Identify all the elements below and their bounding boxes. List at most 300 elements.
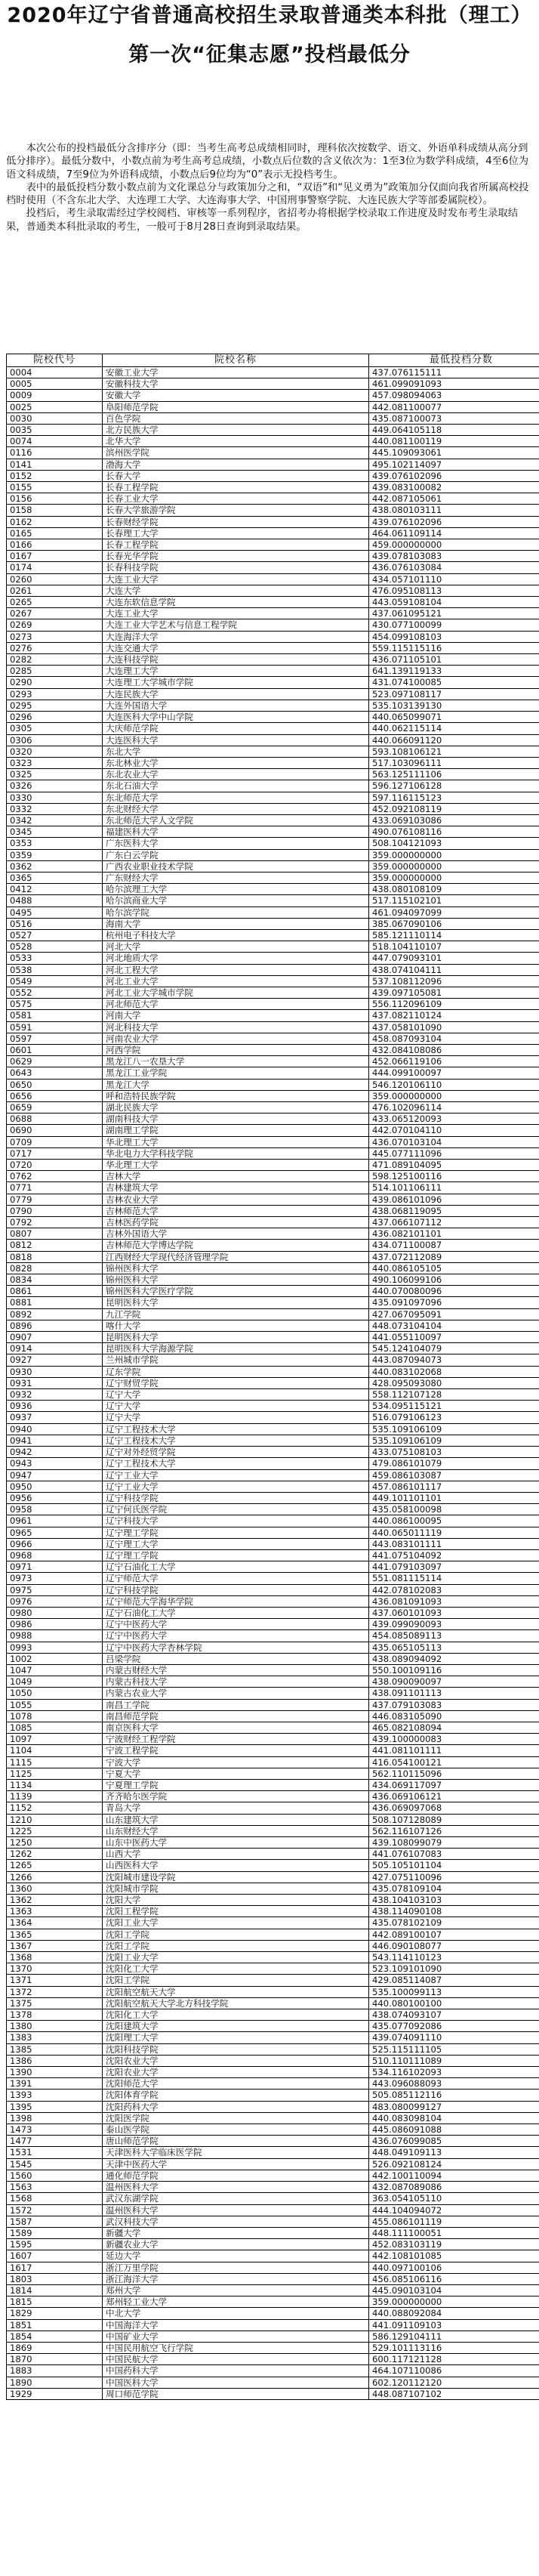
table-row	[7, 1664, 539, 1676]
table-row	[7, 2032, 539, 2043]
table-row	[7, 2182, 539, 2193]
min-score-cell: 464.107110086	[369, 2365, 539, 2377]
school-code-cell: 1587	[7, 2216, 103, 2227]
table-row	[7, 447, 539, 459]
school-name-cell: 河北地质大学	[103, 953, 369, 964]
school-name-cell: 辽宁石油化工大学	[103, 1561, 369, 1573]
school-code-cell: 1393	[7, 2090, 103, 2101]
min-score-cell: 427.075110096	[369, 1871, 539, 1883]
school-name-cell: 内蒙古财经大学	[103, 1664, 369, 1676]
school-name-cell: 黑龙江八一农垦大学	[103, 1056, 369, 1067]
school-code-cell: 1890	[7, 2377, 103, 2388]
table-row	[7, 527, 539, 539]
min-score-cell: 437.061095121	[369, 608, 539, 619]
school-code-cell: 0790	[7, 1205, 103, 1216]
table-row	[7, 1952, 539, 1963]
min-score-cell: 461.099091093	[369, 378, 539, 390]
min-score-cell: 439.074091110	[369, 2032, 539, 2043]
min-score-cell: 443.083101111	[369, 1538, 539, 1549]
table-row	[7, 505, 539, 516]
min-score-cell: 431.074100085	[369, 677, 539, 688]
table-row	[7, 1584, 539, 1595]
school-name-cell: 山东建筑大学	[103, 1814, 369, 1825]
table-row	[7, 1366, 539, 1377]
school-name-cell: 辽宁工程技术大学	[103, 1458, 369, 1469]
min-score-cell: 438.089094092	[369, 1653, 539, 1664]
min-score-cell: 464.061109114	[369, 527, 539, 539]
table-row	[7, 1205, 539, 1216]
min-score-cell: 526.092108124	[369, 2158, 539, 2170]
min-score-cell: 448.087107102	[369, 2388, 539, 2399]
note-paragraph: 表中的最低投档分数小数点前为文化课总分与政策加分之和，“双语”和“见义勇为”政策加分仅面向我省所属高校投档时使用（不含东北大学、大连理工大学、大连海事大学、中国刑事警察学院、大连民族大学等部委属院校）。	[6, 181, 529, 207]
table-row	[7, 1354, 539, 1366]
table-row	[7, 608, 539, 619]
school-name-cell: 大连民族大学	[103, 688, 369, 700]
min-score-cell: 452.066119106	[369, 1056, 539, 1067]
school-name-cell: 郑州轻工业大学	[103, 2296, 369, 2308]
school-name-cell: 哈尔滨学院	[103, 907, 369, 918]
school-name-cell: 山西大学	[103, 1849, 369, 1860]
min-score-cell: 543.114110123	[369, 1952, 539, 1963]
school-name-cell: 辽东学院	[103, 1366, 369, 1377]
header-min-score: 最低投档分数	[369, 354, 539, 367]
min-score-cell: 436.081091093	[369, 1595, 539, 1607]
table-row	[7, 2112, 539, 2124]
min-score-cell: 438.074104111	[369, 964, 539, 975]
table-row	[7, 1871, 539, 1883]
school-name-cell: 沈阳农业大学	[103, 2055, 369, 2066]
school-name-cell: 广东白云学院	[103, 849, 369, 860]
school-code-cell: 0295	[7, 700, 103, 711]
min-score-cell: 437.058101090	[369, 1021, 539, 1033]
school-name-cell: 大连医科大学	[103, 734, 369, 746]
school-name-cell: 河北科技大学	[103, 1021, 369, 1033]
school-code-cell: 1560	[7, 2170, 103, 2181]
school-name-cell: 中国民航大学	[103, 2354, 369, 2365]
school-code-cell: 0936	[7, 1401, 103, 1412]
school-code-cell: 0943	[7, 1458, 103, 1469]
table-row	[7, 1986, 539, 1997]
min-score-cell: 505.085112116	[369, 2090, 539, 2101]
table-row	[7, 2101, 539, 2112]
school-name-cell: 山东财经大学	[103, 1825, 369, 1836]
school-name-cell: 长春工业大学	[103, 493, 369, 505]
table-row	[7, 2078, 539, 2090]
school-code-cell: 0260	[7, 573, 103, 585]
school-name-cell: 河北大学	[103, 941, 369, 953]
school-name-cell: 辽宁何氏医学院	[103, 1504, 369, 1515]
table-row	[7, 700, 539, 711]
table-row	[7, 1412, 539, 1423]
table-row	[7, 872, 539, 883]
min-score-cell: 471.089104095	[369, 1160, 539, 1171]
school-name-cell: 大连大学	[103, 585, 369, 596]
school-code-cell: 1398	[7, 2112, 103, 2124]
table-row	[7, 493, 539, 505]
school-name-cell: 沈阳科技学院	[103, 2043, 369, 2055]
min-score-cell: 508.104121093	[369, 838, 539, 849]
table-row	[7, 1113, 539, 1125]
table-row	[7, 2296, 539, 2308]
min-score-cell: 510.110111089	[369, 2055, 539, 2066]
table-row	[7, 1240, 539, 1251]
school-code-cell: 1265	[7, 1860, 103, 1871]
min-score-cell: 434.069117097	[369, 1779, 539, 1790]
school-code-cell: 1266	[7, 1871, 103, 1883]
min-score-cell: 441.075104092	[369, 1549, 539, 1561]
school-name-cell: 辽宁财贸学院	[103, 1377, 369, 1388]
school-code-cell: 1125	[7, 1768, 103, 1779]
school-name-cell: 沈阳城市建设学院	[103, 1871, 369, 1883]
school-name-cell: 大庆师范学院	[103, 723, 369, 734]
table-row	[7, 642, 539, 653]
school-name-cell: 青岛大学	[103, 1802, 369, 1814]
table-row	[7, 2330, 539, 2342]
school-code-cell: 1563	[7, 2182, 103, 2193]
school-name-cell: 安徽科技大学	[103, 378, 369, 390]
school-name-cell: 中国药科大学	[103, 2365, 369, 2377]
table-row	[7, 1607, 539, 1618]
min-score-cell: 363.054105110	[369, 2193, 539, 2204]
school-name-cell: 大连东软信息学院	[103, 597, 369, 608]
table-row	[7, 1194, 539, 1205]
school-name-cell: 华北理工大学	[103, 1136, 369, 1147]
table-row	[7, 401, 539, 412]
school-code-cell: 0988	[7, 1630, 103, 1642]
school-name-cell: 吉林医药学院	[103, 1217, 369, 1228]
min-score-cell: 437.060101093	[369, 1607, 539, 1618]
table-row	[7, 516, 539, 527]
table-row	[7, 1779, 539, 1790]
school-code-cell: 0342	[7, 814, 103, 826]
table-row	[7, 1997, 539, 2009]
min-score-cell: 435.078109104	[369, 1883, 539, 1894]
min-score-cell: 430.077100099	[369, 619, 539, 631]
school-name-cell: 浙江万里学院	[103, 2262, 369, 2273]
min-score-cell: 537.108112096	[369, 975, 539, 987]
school-code-cell: 0527	[7, 929, 103, 941]
school-code-cell: 0296	[7, 712, 103, 723]
school-name-cell: 浙江海洋大学	[103, 2273, 369, 2284]
table-row	[7, 367, 539, 378]
school-code-cell: 1370	[7, 1963, 103, 1975]
school-code-cell: 1929	[7, 2388, 103, 2399]
table-row	[7, 677, 539, 688]
table-row	[7, 1860, 539, 1871]
table-row	[7, 1642, 539, 1653]
school-name-cell: 沈阳理工大学	[103, 2032, 369, 2043]
school-name-cell: 大连外国语大学	[103, 700, 369, 711]
min-score-cell: 438.074093107	[369, 2009, 539, 2021]
min-score-cell: 535.109106109	[369, 1423, 539, 1435]
min-score-cell: 433.065120093	[369, 1113, 539, 1125]
table-row	[7, 1573, 539, 1584]
table-row	[7, 1504, 539, 1515]
school-name-cell: 辽宁理工学院	[103, 1549, 369, 1561]
table-row	[7, 734, 539, 746]
min-score-cell: 440.083102068	[369, 1366, 539, 1377]
table-row	[7, 1481, 539, 1492]
school-code-cell: 0971	[7, 1561, 103, 1573]
school-name-cell: 延边大学	[103, 2250, 369, 2262]
table-row	[7, 2308, 539, 2319]
school-code-cell: 0325	[7, 769, 103, 780]
note-paragraph: 本次公布的投档最低分含排序分（即：当考生高考总成绩相同时，理科依次按数学、语文、外语单科成绩从高分到低分排序）。最低分数中，小数点前为考生高考总成绩，小数点后位数的含义依次为：1至3位为数学科成绩，4至6位为语文科成绩，7至9位为外语科成绩，小数点后9位均为“0”表示无投档考生。	[6, 143, 529, 181]
min-score-cell: 551.081115114	[369, 1573, 539, 1584]
table-row	[7, 631, 539, 642]
min-score-cell: 535.100099113	[369, 1986, 539, 1997]
header-school-code: 院校代号	[7, 354, 103, 367]
min-score-cell: 448.111100051	[369, 2227, 539, 2238]
school-name-cell: 沈阳城市学院	[103, 1883, 369, 1894]
school-name-cell: 辽宁石油化工大学	[103, 1607, 369, 1618]
table-row	[7, 1228, 539, 1240]
school-name-cell: 海南大学	[103, 918, 369, 929]
min-score-cell: 448.073104104	[369, 1320, 539, 1331]
school-code-cell: 0009	[7, 390, 103, 401]
table-row	[7, 1033, 539, 1044]
min-score-cell: 563.125111106	[369, 769, 539, 780]
school-name-cell: 天津中医药大学	[103, 2158, 369, 2170]
school-code-cell: 0907	[7, 1332, 103, 1343]
school-name-cell: 沈阳航空航天大学	[103, 1986, 369, 1997]
school-code-cell: 0927	[7, 1354, 103, 1366]
min-score-cell: 438.080108109	[369, 884, 539, 895]
table-row	[7, 2377, 539, 2388]
school-name-cell: 沈阳工学院	[103, 1929, 369, 1940]
school-name-cell: 东北师范大学	[103, 792, 369, 803]
school-code-cell: 0156	[7, 493, 103, 505]
min-score-cell: 558.112107128	[369, 1389, 539, 1401]
table-row	[7, 1423, 539, 1435]
school-name-cell: 沈阳农业大学	[103, 2067, 369, 2078]
school-name-cell: 沈阳师范大学	[103, 2078, 369, 2090]
school-name-cell: 河北工业大学	[103, 975, 369, 987]
min-score-cell: 518.104110107	[369, 941, 539, 953]
school-name-cell: 大连工业大学	[103, 573, 369, 585]
school-code-cell: 1367	[7, 1940, 103, 1951]
school-code-cell: 0931	[7, 1377, 103, 1388]
school-code-cell: 0812	[7, 1240, 103, 1251]
table-row	[7, 1895, 539, 1906]
school-name-cell: 山西医科大学	[103, 1860, 369, 1871]
min-score-cell: 443.096088093	[369, 2078, 539, 2090]
table-row	[7, 1217, 539, 1228]
table-row	[7, 1067, 539, 1079]
school-code-cell: 0930	[7, 1366, 103, 1377]
school-name-cell: 泰山医学院	[103, 2124, 369, 2136]
school-name-cell: 长春科技学院	[103, 562, 369, 573]
table-row	[7, 1630, 539, 1642]
school-code-cell: 0914	[7, 1343, 103, 1354]
table-row	[7, 2319, 539, 2330]
school-code-cell: 0973	[7, 1573, 103, 1584]
min-score-cell: 458.087093104	[369, 1033, 539, 1044]
table-row	[7, 1814, 539, 1825]
table-row	[7, 2009, 539, 2021]
min-score-cell: 436.069106121	[369, 1791, 539, 1802]
table-row	[7, 1320, 539, 1331]
school-code-cell: 0538	[7, 964, 103, 975]
school-name-cell: 昆明医科大学	[103, 1332, 369, 1343]
school-name-cell: 通化师范学院	[103, 2170, 369, 2181]
table-row	[7, 1079, 539, 1090]
school-code-cell: 0966	[7, 1538, 103, 1549]
school-code-cell: 1390	[7, 2067, 103, 2078]
table-row	[7, 1722, 539, 1733]
school-code-cell: 0273	[7, 631, 103, 642]
min-score-cell: 437.066107112	[369, 1217, 539, 1228]
school-code-cell: 1134	[7, 1779, 103, 1790]
school-name-cell: 辽宁大学	[103, 1389, 369, 1401]
school-code-cell: 1002	[7, 1653, 103, 1664]
school-name-cell: 广东财经大学	[103, 872, 369, 883]
table-row	[7, 2021, 539, 2032]
school-name-cell: 黑龙江工业学院	[103, 1067, 369, 1079]
school-code-cell: 0116	[7, 447, 103, 459]
school-code-cell: 1371	[7, 1975, 103, 1986]
school-name-cell: 吉林农业大学	[103, 1194, 369, 1205]
school-code-cell: 1364	[7, 1917, 103, 1929]
table-row	[7, 849, 539, 860]
table-row	[7, 712, 539, 723]
notes-section	[6, 142, 533, 233]
school-name-cell: 中国民用航空飞行学院	[103, 2342, 369, 2353]
min-score-cell: 445.090103104	[369, 2284, 539, 2296]
min-score-cell: 523.109101090	[369, 1963, 539, 1975]
school-code-cell: 1385	[7, 2043, 103, 2055]
min-score-cell: 436.071105101	[369, 654, 539, 666]
min-score-cell: 445.109093061	[369, 447, 539, 459]
min-score-cell: 495.102114097	[369, 459, 539, 470]
school-code-cell: 0956	[7, 1492, 103, 1503]
min-score-cell: 452.083103119	[369, 2239, 539, 2250]
min-score-cell: 441.055110097	[369, 1332, 539, 1343]
table-row	[7, 1561, 539, 1573]
school-code-cell: 0980	[7, 1607, 103, 1618]
min-score-cell: 439.100000083	[369, 1734, 539, 1745]
table-row	[7, 1619, 539, 1630]
min-score-cell: 439.108099079	[369, 1837, 539, 1849]
min-score-cell: 427.067095091	[369, 1308, 539, 1320]
min-score-cell: 440.066091120	[369, 734, 539, 746]
min-score-cell: 448.049109113	[369, 2147, 539, 2158]
min-score-cell: 545.124104079	[369, 1343, 539, 1354]
school-name-cell: 锦州医科大学	[103, 1274, 369, 1286]
school-name-cell: 中国矿业大学	[103, 2330, 369, 2342]
school-name-cell: 宁波工程学院	[103, 1745, 369, 1756]
min-score-cell: 440.065099071	[369, 712, 539, 723]
min-score-cell: 438.090090097	[369, 1676, 539, 1688]
min-score-cell: 436.082101101	[369, 1228, 539, 1240]
table-row	[7, 2204, 539, 2216]
table-row	[7, 884, 539, 895]
school-code-cell: 0941	[7, 1435, 103, 1446]
school-code-cell: 1883	[7, 2365, 103, 2377]
school-name-cell: 安徽大学	[103, 390, 369, 401]
table-row	[7, 780, 539, 792]
school-name-cell: 湖南理工学院	[103, 1125, 369, 1136]
min-score-cell: 529.101113116	[369, 2342, 539, 2353]
school-name-cell: 沈阳化工大学	[103, 2009, 369, 2021]
school-name-cell: 黑龙江大学	[103, 1079, 369, 1090]
table-row	[7, 895, 539, 907]
school-code-cell: 1383	[7, 2032, 103, 2043]
school-name-cell: 杭州电子科技大学	[103, 929, 369, 941]
school-code-cell: 0958	[7, 1504, 103, 1515]
table-row	[7, 1469, 539, 1481]
school-name-cell: 天津医科大学临床医学院	[103, 2147, 369, 2158]
school-code-cell: 0267	[7, 608, 103, 619]
min-score-cell: 457.086101117	[369, 1481, 539, 1492]
table-row	[7, 953, 539, 964]
school-name-cell: 哈尔滨商业大学	[103, 895, 369, 907]
school-code-cell: 1152	[7, 1802, 103, 1814]
school-name-cell: 东北师范大学人文学院	[103, 814, 369, 826]
school-name-cell: 齐齐哈尔医学院	[103, 1791, 369, 1802]
school-name-cell: 辽宁工业大学	[103, 1481, 369, 1492]
min-score-cell: 443.087094073	[369, 1354, 539, 1366]
min-score-cell: 597.116115123	[369, 792, 539, 803]
school-code-cell: 0779	[7, 1194, 103, 1205]
school-name-cell: 湖北民族大学	[103, 1102, 369, 1113]
min-score-cell: 445.077111096	[369, 1147, 539, 1159]
school-code-cell: 0965	[7, 1527, 103, 1538]
min-score-cell: 452.092108119	[369, 803, 539, 814]
table-row	[7, 769, 539, 780]
min-score-cell: 641.139119133	[369, 666, 539, 677]
min-score-cell: 447.079093101	[369, 953, 539, 964]
school-code-cell: 0285	[7, 666, 103, 677]
min-score-cell: 559.115115116	[369, 642, 539, 653]
school-name-cell: 温州医科大学	[103, 2182, 369, 2193]
school-code-cell: 0528	[7, 941, 103, 953]
table-row	[7, 1102, 539, 1113]
min-score-cell: 442.100110094	[369, 2170, 539, 2181]
min-score-cell: 517.103096111	[369, 757, 539, 768]
min-score-cell: 433.069103086	[369, 814, 539, 826]
table-row	[7, 2136, 539, 2147]
school-code-cell: 0591	[7, 1021, 103, 1033]
school-code-cell: 1368	[7, 1952, 103, 1963]
school-name-cell: 新疆农业大学	[103, 2239, 369, 2250]
school-name-cell: 中国海洋大学	[103, 2319, 369, 2330]
min-score-cell: 562.116107126	[369, 1825, 539, 1836]
school-name-cell: 辽宁科技大学	[103, 1515, 369, 1527]
school-code-cell: 0861	[7, 1286, 103, 1297]
school-code-cell: 1851	[7, 2319, 103, 2330]
table-row	[7, 1044, 539, 1055]
table-row	[7, 1389, 539, 1401]
school-code-cell: 0709	[7, 1136, 103, 1147]
school-code-cell: 0937	[7, 1412, 103, 1423]
table-row	[7, 1147, 539, 1159]
school-name-cell: 沈阳大学	[103, 1895, 369, 1906]
min-score-cell: 429.085114087	[369, 1975, 539, 1986]
school-name-cell: 华北理工大学	[103, 1160, 369, 1171]
min-score-cell: 439.083100082	[369, 482, 539, 493]
min-score-cell: 455.086101119	[369, 2216, 539, 2227]
school-name-cell: 兰州城市学院	[103, 1354, 369, 1366]
school-name-cell: 百色学院	[103, 412, 369, 424]
min-score-cell: 440.070080096	[369, 1286, 539, 1297]
school-name-cell: 大连理工大学城市学院	[103, 677, 369, 688]
school-code-cell: 1250	[7, 1837, 103, 1849]
school-code-cell: 0174	[7, 562, 103, 573]
school-code-cell: 1375	[7, 1997, 103, 2009]
table-row	[7, 666, 539, 677]
table-row	[7, 1447, 539, 1458]
